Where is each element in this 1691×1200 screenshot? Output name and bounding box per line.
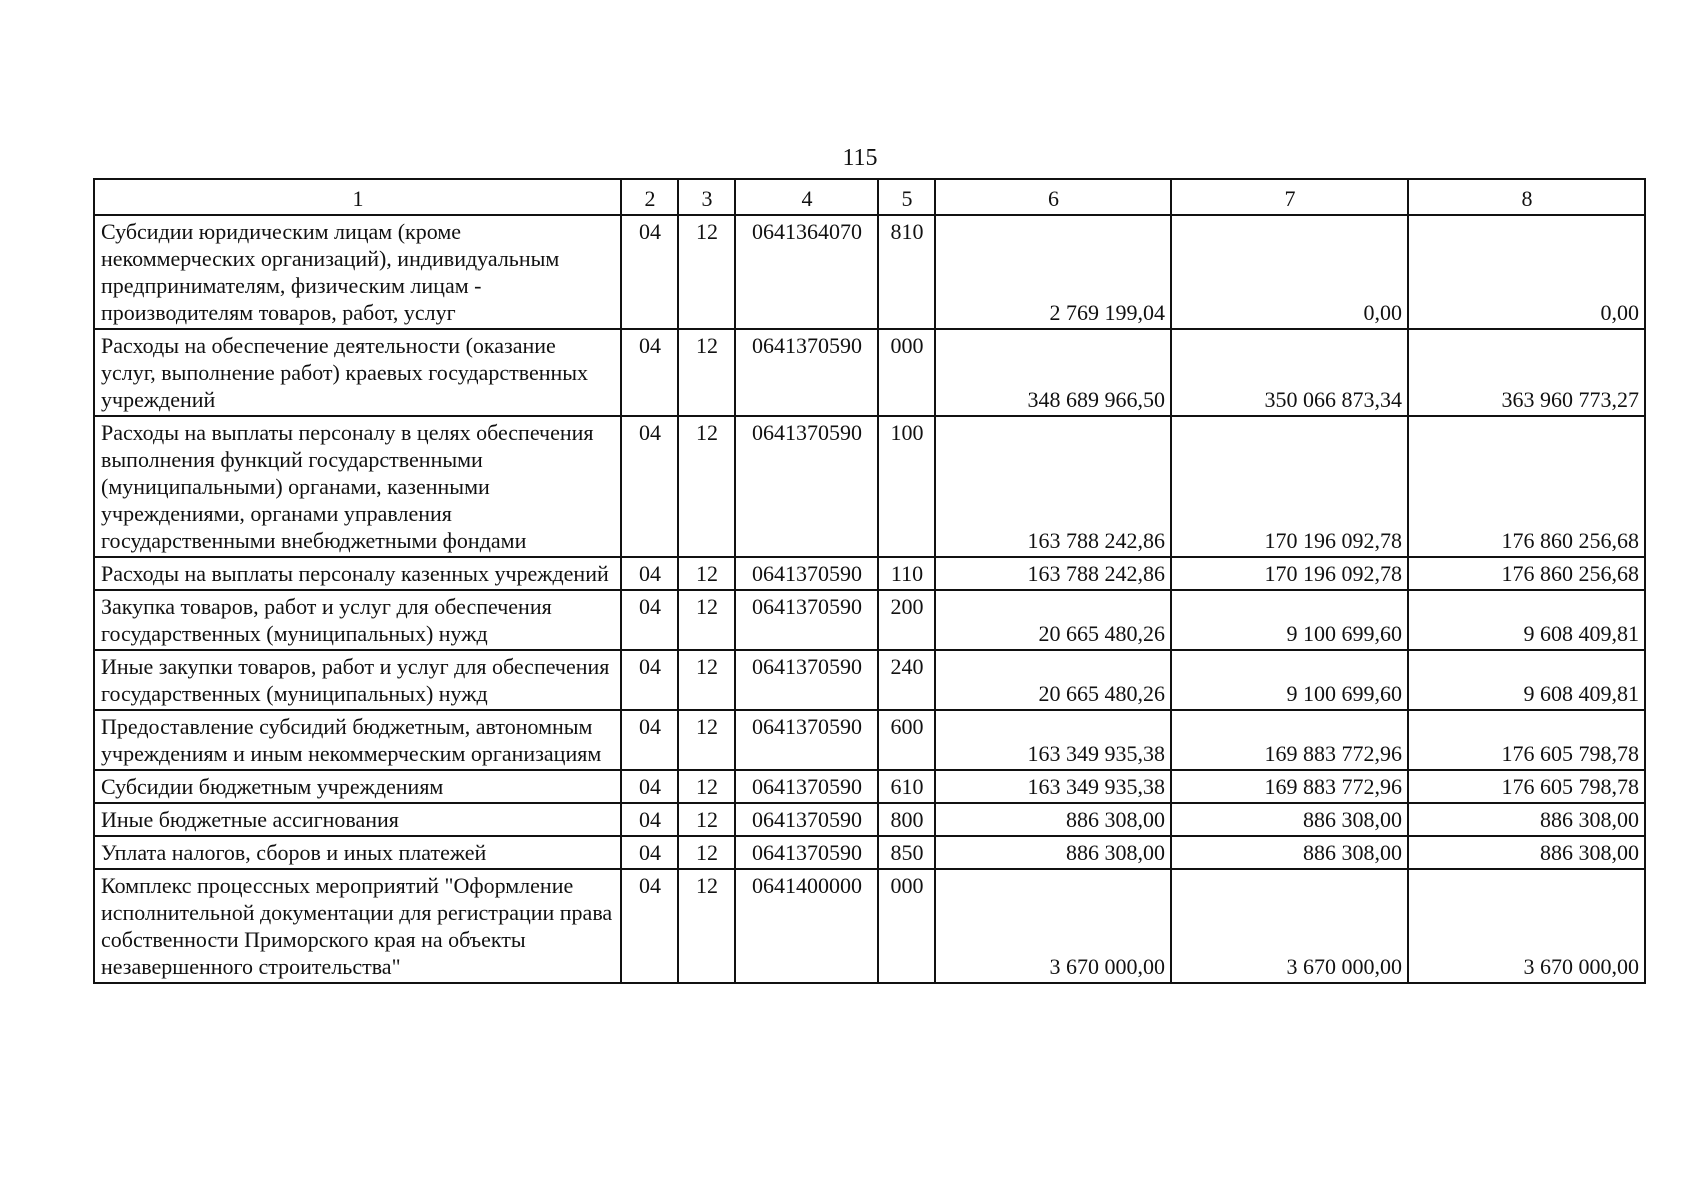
amount-year-2: 170 196 092,78 (1171, 557, 1408, 590)
amount-year-3: 9 608 409,81 (1408, 650, 1645, 710)
amount-year-1: 3 670 000,00 (935, 869, 1171, 983)
amount-year-2: 170 196 092,78 (1171, 416, 1408, 557)
expense-type-code: 000 (878, 869, 935, 983)
amount-year-2: 0,00 (1171, 215, 1408, 329)
table-row (94, 710, 1645, 770)
amount-year-1: 20 665 480,26 (935, 590, 1171, 650)
row-name: Иные закупки товаров, работ и услуг для обеспечения государственных (муниципальных) нужд (94, 650, 621, 710)
table-row (94, 869, 1645, 983)
target-article-code: 0641370590 (735, 836, 878, 869)
amount-year-1: 163 349 935,38 (935, 770, 1171, 803)
section-code: 04 (621, 770, 678, 803)
amount-year-3: 176 605 798,78 (1408, 770, 1645, 803)
amount-year-1: 886 308,00 (935, 803, 1171, 836)
section-code: 04 (621, 416, 678, 557)
row-name: Субсидии бюджетным учреждениям (94, 770, 621, 803)
amount-year-2: 350 066 873,34 (1171, 329, 1408, 416)
table-row (94, 416, 1645, 557)
target-article-code: 0641370590 (735, 557, 878, 590)
header-row (94, 179, 1645, 215)
subsection-code: 12 (678, 650, 735, 710)
row-name: Предоставление субсидий бюджетным, автономным учреждениям и иным некоммерческим организациям (94, 710, 621, 770)
section-code: 04 (621, 836, 678, 869)
section-code: 04 (621, 590, 678, 650)
row-name: Уплата налогов, сборов и иных платежей (94, 836, 621, 869)
expense-type-code: 200 (878, 590, 935, 650)
amount-year-2: 169 883 772,96 (1171, 770, 1408, 803)
amount-year-2: 169 883 772,96 (1171, 710, 1408, 770)
subsection-code: 12 (678, 869, 735, 983)
expense-type-code: 240 (878, 650, 935, 710)
expense-type-code: 800 (878, 803, 935, 836)
table-row (94, 803, 1645, 836)
table-row (94, 770, 1645, 803)
header-cell-5: 5 (878, 179, 935, 215)
amount-year-1: 886 308,00 (935, 836, 1171, 869)
table-row (94, 836, 1645, 869)
target-article-code: 0641364070 (735, 215, 878, 329)
amount-year-1: 20 665 480,26 (935, 650, 1171, 710)
subsection-code: 12 (678, 590, 735, 650)
subsection-code: 12 (678, 557, 735, 590)
target-article-code: 0641370590 (735, 590, 878, 650)
expense-type-code: 810 (878, 215, 935, 329)
header-cell-3: 3 (678, 179, 735, 215)
amount-year-1: 163 788 242,86 (935, 557, 1171, 590)
expense-type-code: 850 (878, 836, 935, 869)
amount-year-1: 348 689 966,50 (935, 329, 1171, 416)
amount-year-2: 886 308,00 (1171, 836, 1408, 869)
subsection-code: 12 (678, 770, 735, 803)
amount-year-2: 9 100 699,60 (1171, 590, 1408, 650)
section-code: 04 (621, 557, 678, 590)
target-article-code: 0641370590 (735, 416, 878, 557)
header-cell-1: 1 (94, 179, 621, 215)
subsection-code: 12 (678, 710, 735, 770)
row-name: Расходы на обеспечение деятельности (оказание услуг, выполнение работ) краевых государственных учреждений (94, 329, 621, 416)
expense-type-code: 610 (878, 770, 935, 803)
row-name: Иные бюджетные ассигнования (94, 803, 621, 836)
header-cell-8: 8 (1408, 179, 1645, 215)
amount-year-1: 2 769 199,04 (935, 215, 1171, 329)
row-name: Расходы на выплаты персоналу в целях обеспечения выполнения функций государственными (муниципальными) органами, казенными учреждениями, органами управления государственными внебюджетными фондами (94, 416, 621, 557)
expense-type-code: 100 (878, 416, 935, 557)
amount-year-2: 9 100 699,60 (1171, 650, 1408, 710)
row-name: Расходы на выплаты персоналу казенных учреждений (94, 557, 621, 590)
row-name: Закупка товаров, работ и услуг для обеспечения государственных (муниципальных) нужд (94, 590, 621, 650)
section-code: 04 (621, 650, 678, 710)
expense-type-code: 600 (878, 710, 935, 770)
row-name: Субсидии юридическим лицам (кроме некоммерческих организаций), индивидуальным предпринимателям, физическим лицам - производителям товаров, работ, услуг (94, 215, 621, 329)
target-article-code: 0641370590 (735, 329, 878, 416)
row-name: Комплекс процессных мероприятий "Оформление исполнительной документации для регистрации права собственности Приморского края на объекты незавершенного строительства" (94, 869, 621, 983)
amount-year-2: 3 670 000,00 (1171, 869, 1408, 983)
header-cell-2: 2 (621, 179, 678, 215)
target-article-code: 0641370590 (735, 710, 878, 770)
target-article-code: 0641370590 (735, 770, 878, 803)
amount-year-3: 176 860 256,68 (1408, 416, 1645, 557)
section-code: 04 (621, 869, 678, 983)
table-row (94, 650, 1645, 710)
subsection-code: 12 (678, 329, 735, 416)
section-code: 04 (621, 710, 678, 770)
amount-year-3: 176 605 798,78 (1408, 710, 1645, 770)
amount-year-3: 3 670 000,00 (1408, 869, 1645, 983)
target-article-code: 0641370590 (735, 650, 878, 710)
amount-year-3: 0,00 (1408, 215, 1645, 329)
table-row (94, 590, 1645, 650)
amount-year-1: 163 788 242,86 (935, 416, 1171, 557)
amount-year-3: 176 860 256,68 (1408, 557, 1645, 590)
amount-year-1: 163 349 935,38 (935, 710, 1171, 770)
section-code: 04 (621, 215, 678, 329)
target-article-code: 0641370590 (735, 803, 878, 836)
section-code: 04 (621, 803, 678, 836)
table-row (94, 557, 1645, 590)
budget-table (93, 178, 1646, 984)
table-row (94, 215, 1645, 329)
subsection-code: 12 (678, 215, 735, 329)
subsection-code: 12 (678, 836, 735, 869)
amount-year-3: 886 308,00 (1408, 803, 1645, 836)
expense-type-code: 000 (878, 329, 935, 416)
header-cell-6: 6 (935, 179, 1171, 215)
subsection-code: 12 (678, 803, 735, 836)
section-code: 04 (621, 329, 678, 416)
target-article-code: 0641400000 (735, 869, 878, 983)
header-cell-7: 7 (1171, 179, 1408, 215)
subsection-code: 12 (678, 416, 735, 557)
page-number: 115 (842, 145, 878, 171)
amount-year-3: 9 608 409,81 (1408, 590, 1645, 650)
header-cell-4: 4 (735, 179, 878, 215)
expense-type-code: 110 (878, 557, 935, 590)
table-row (94, 329, 1645, 416)
amount-year-3: 363 960 773,27 (1408, 329, 1645, 416)
amount-year-3: 886 308,00 (1408, 836, 1645, 869)
amount-year-2: 886 308,00 (1171, 803, 1408, 836)
